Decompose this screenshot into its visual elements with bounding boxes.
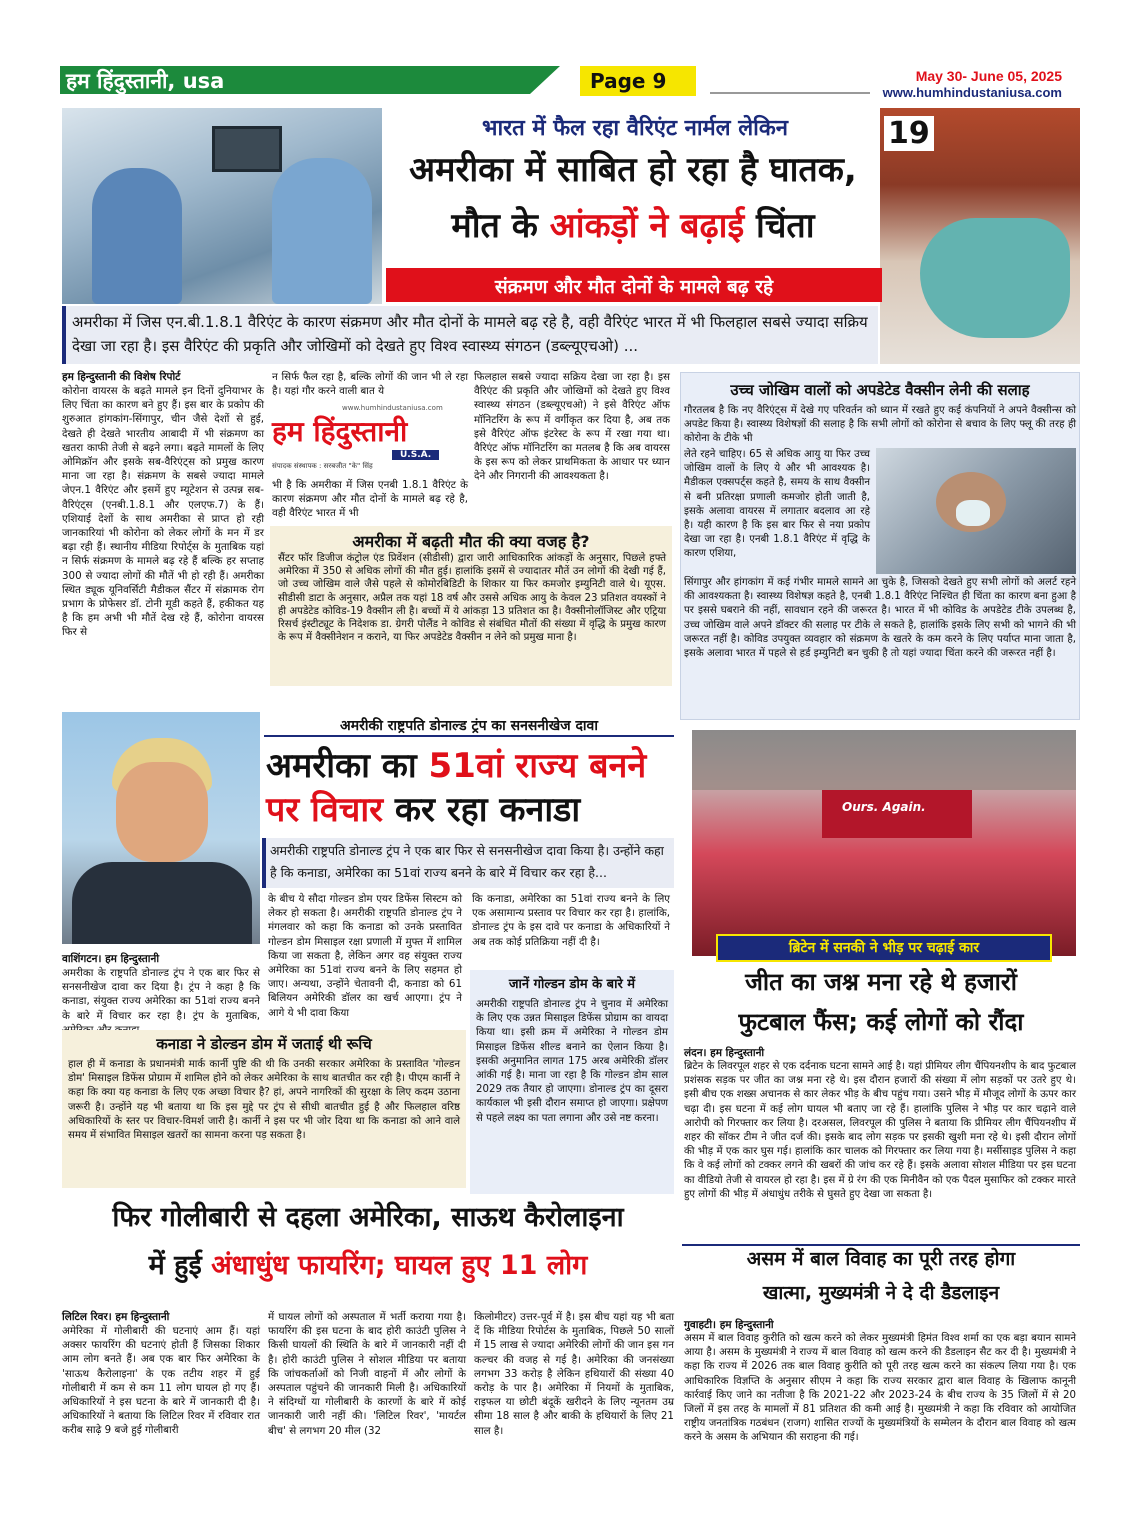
mask-woman-photo <box>880 108 1080 364</box>
trump-headline-b: 51वां राज्य बनने <box>428 746 647 786</box>
covid-column-1: कोरोना वायरस के बढ़ते मामले इन दिनों दुनियाभर के लिए चिंता का कारण बने हुए हैं। इस बार के प्रकोप की शुरुआत हांगकांग-सिंगापुर, चीन जैसे देशों से हुई, देखते ही देखते भारतीय आबादी में भी संक्रमण का खतरा काफी तेजी से बढ़ने लगा। बढ़ते मामलों के लिए ओमिक्रॉन और इसके सब-वैरिएंट्स को प्रमुख कारण माना जा रहा है। संक्रमण के सबसे ज्यादा मामले जेएन.1 वैरिएंट और इसमें हुए म्यूटेशन से उत्पन्न सब-वैरिएंट्स (एनबी.1.8.1 और एलएफ.7) के हैं। एशियाई देशों के साथ अमरीका से प्राप्त हो रही जानकारियां भी कोरोना को लेकर लोगों के मन में डर बढ़ा रही हैं। स्थानीय मीडिया रिपोर्ट्स के मुताबिक यहां न सिर्फ संक्रमण के मामले बढ़ रहे हैं बल्कि हर सप्ताह 300 से ज्यादा लोगों की मौतें भी हो रही हैं। अमरीका स्थित ड्यूक यूनिवर्सिटी मैडीकल सैंटर में संक्रामक रोग प्रभाग के प्रोफेसर डॉ. टोनी मूडी कहते हैं, हकीकत यह है कि हम अभी भी मौतें देख रहे हैं, कोरोना वायरस फिर से <box>62 385 264 639</box>
covid-column-2-bottom: भी है कि अमरीका में जिस एनबी 1.8.1 वैरिएंट के कारण संक्रमण और मौत दोनों के मामले बढ़ रहे है, वही वैरिएंट भारत में भी <box>272 479 468 520</box>
shooting-headline-line1: फिर गोलीबारी से दहला अमेरिका, साऊथ कैरोलाइना <box>112 1202 624 1233</box>
covid-intro: अमरीका में जिस एन.बी.1.8.1 वैरिएंट के कारण संक्रमण और मौत दोनों के मामले बढ़ रहे है, वही वैरिएंट भारत में भी फिलहाल सबसे ज्यादा सक्रिय देखा जा रहा है। इस वैरिएंट की प्रकृति और जोखिमों को देखते हुए विश्व स्वास्थ्य संगठन (डब्ल्यूएचओ) ... <box>72 313 868 355</box>
building-shape <box>692 730 1076 790</box>
trump-face-shape <box>116 762 208 862</box>
trump-headline-a: अमरीका का <box>266 746 429 786</box>
inline-logo <box>272 404 468 476</box>
icu-monitor-shape <box>212 126 282 172</box>
trump-column-3: कि कनाडा, अमेरिका का 51वां राज्य बनने के लिए एक असामान्य प्रस्ताव पर विचार कर रहा है। हालांकि, डोनाल्ड ट्रंप के इस दावे पर कनाडा के अधिकारियों ने अब तक कोई प्रतिक्रिया नहीं दी है। <box>472 893 670 948</box>
covid-number-label: 19 <box>884 116 934 151</box>
shooting-headline-a: में हुई <box>148 1250 212 1281</box>
trump-byline: वाशिंगटन। हम हिन्दुस्तानी <box>62 953 160 965</box>
shooting-column-2: में घायल लोगों को अस्पताल में भर्ती कराया गया है। फायरिंग की इस घटना के बाद होरी काउंटी पुलिस ने किसी घायलों की स्थिति के बारे में जानकारी नहीं दी है। होरी काउंटी पुलिस ने सोशल मीडिया पर बताया कि जांचकर्ताओं को निजी वाहनों में और लोगों के अस्पताल पहुंचने की जानकारी मिली है। अधिकारियों ने संदिग्धों या गोलीबारी के कारणों के बारे में कोई जानकारी जारी नहीं की। 'लिटिल रिवर', 'मायर्टल बीच' से लगभग 20 मील (32 <box>268 1311 466 1437</box>
covid-headline-part-b: आंकड़ों ने बढ़ाई <box>549 206 745 246</box>
why-text: सैंटर फॉर डिजीज कंट्रोल एंड प्रिवेंशन (सीडीसी) द्वारा जारी आधिकारिक आंकड़ों के अनुसार, पिछले हफ्ते अमेरिका में 350 से अधिक लोगों की मौत हुई। हालांकि इसमें से ज्यादातर मौतें उन लोगों की देखी गई हैं, जो उच्च जोखिम वाले जैसे पहले से कोमोरबिडिटी के शिकार या फिर कमजोर इम्युनिटी वाले थे। यूएस. सीडीसी डाटा के अनुसार, अप्रैल तक यहां 18 वर्ष और उससे अधिक आयु के केवल 23 प्रतिशत वयस्कों ने ही अपडेटेड कोविड-19 वैक्सीन ली है। बच्चों में ये आंकड़ा 13 प्रतिशत का है। वैक्सीनोलॉजिस्ट और एट्रिया रिसर्च इंस्टीट्यूट के निदेशक डा. ग्रेगरी पोलैंड ने कोविड से संबंधित मौतों की संख्या में वृद्धि के प्रमुख कारण के रूप में वैक्सीनेशन न कराने, या फिर अपडेटेड वैक्सीन न लेने को प्रमुख माना है। <box>278 553 666 644</box>
liverpool-crowd-photo <box>692 730 1076 956</box>
britain-tag: ब्रिटेन में सनकी ने भीड़ पर चढ़ाई कार <box>788 940 980 956</box>
oxygen-mask-shape <box>956 500 990 526</box>
bus-shape <box>822 790 972 838</box>
trump-intro: अमरीकी राष्ट्रपति डोनाल्ड ट्रंप ने एक बार फिर से सनसनीखेज दावा किया है। उन्होंने कहा है कि कनाडा, अमेरिका का 51वां राज्य बनने के बारे में विचार कर रहा है... <box>270 843 664 880</box>
britain-text: ब्रिटेन के लिवरपूल शहर से एक दर्दनाक घटना सामने आई है। यहां प्रीमियर लीग चैंपियनशीप के बाद फुटबाल प्रशंसक सड़क पर जीत का जश्न मना रहे थे। इस दौरान हजारों की संख्या में लोग सड़कों पर उतरे हुए थे। इसी बीच एक शख्स अचानक से कार लेकर भीड़ के बीच पहुंच गया। उसने भीड़ में मौजूद लोगों के ऊपर कार चढ़ा दी। इस घटना में कई लोग घायल भी बताए जा रहे हैं। हालांकि पुलिस ने भीड़ पर कार चढ़ाने वाले आरोपी को गिरफ्तार कर लिया है। दरअसल, लिवरपूल की पुलिस ने बताया कि प्रीमियर लीग चैंपियनशीप में शहर की सॉकर टीम ने जीत दर्ज की। इसके बाद लोग सड़क पर इसकी खुशी मना रहे थे। इसी दौरान लोगों की भीड़ में एक कार घुस गई। हालांकि कार चालक को गिरफ्तार कर लिया गया है। मर्सीसाइड पुलिस ने कहा कि वे कई लोगों को टक्कर लगने की खबरों की जांच कर रहे हैं। इसके अलावा सोशल मीडिया पर इस घटना का वीडियो तेजी से वायरल हो रहा है। इस में ग्रे रंग की एक मिनीवैन को एक पैदल मुसाफिर को टक्कर मारते हुए लोगों की भीड़ में अंधाधुंध तरीके से घुसते हुए देखा जा सकता है। <box>684 1061 1076 1200</box>
shooting-column-1: अमेरिका में गोलीबारी की घटनाएं आम हैं। यहां अक्सर फायरिंग की घटनाएं होती हैं जिसका शिकार आम लोग बनते हैं। अब एक बार फिर अमेरिका के 'साऊथ कैरोलाइना' के एक तटीय शहर में हुई गोलीबारी में कम से कम 11 लोग घायल हो गए हैं। अधिकारियों ने इस घटना के बारे में जानकारी दी है। अधिकारियों ने बताया कि लिटिल रिवर में रविवार रात करीब साढ़े 9 बजे हुई गोलीबारी <box>62 1325 260 1437</box>
masthead <box>60 66 1080 106</box>
britain-headline-line2: फुटबाल फैंस; कई लोगों को रौंदा <box>738 1008 1024 1036</box>
trump-photo <box>62 712 260 944</box>
assam-headline-line1: असम में बाल विवाह का पूरी तरह होगा <box>746 1248 1016 1270</box>
shooting-headline-b: अंधाधुंध फायरिंग <box>211 1250 375 1281</box>
dome-text: अमरीकी राष्ट्रपति डोनाल्ड ट्रंप ने चुनाव में अमेरिका के लिए एक उन्नत मिसाइल डिफेंस प्रोग्राम का वायदा किया था। इसी क्रम में अमेरिका ने गोल्डन डोम मिसाइल डिफेंस शील्ड बनाने का ऐलान किया है। इसकी अनुमानित लागत 175 अरब अमेरिकी डॉलर आंकी गई है। माना जा रहा है कि गोल्डन डोम साल 2029 तक तैयार हो जाएगा। डोनाल्ड ट्रंप का दूसरा कार्यकाल भी इसी दौरान समाप्त हो जाएगा। प्रक्षेपण से पहले लक्ष्य का पता लगाना और उसे नष्ट करना। <box>476 999 668 1124</box>
covid-icu-photo <box>62 108 382 304</box>
covid-column-2-top: न सिर्फ फैल रहा है, बल्कि लोगों की जान भी ले रहा है। यहां गौर करने वाली बात ये <box>272 371 468 398</box>
covid-headline-part-a: मौत के <box>451 206 550 246</box>
vaccine-text-top: गौरतलब है कि नए वैरिएंट्स में देखे गए परिवर्तन को ध्यान में रखते हुए कई कंपनियों ने अपने वैक्सीन्स को अपडेट किया है। स्वास्थ्य विशेषज्ञों की सलाह है कि सभी लोगों को कोरोना से बचाव के लिए फ्लू की तरह ही कोरोना के टीके भी <box>684 405 1076 445</box>
inline-logo-url[interactable]: www.humhindustaniusa.com <box>342 404 443 412</box>
covid-kicker: भारत में फैल रहा वैरिएंट नार्मल लेकिन <box>482 116 788 141</box>
inline-logo-editor: संपादक संस्थापक : सरबजीत "के" सिंह <box>272 462 373 470</box>
inline-logo-sub: U.S.A. <box>392 450 439 460</box>
covid-headline-line2 <box>388 206 878 246</box>
issue-date: May 30- June 05, 2025 <box>915 68 1062 84</box>
trump-headline-line2 <box>266 790 676 830</box>
trump-column-1: अमरीका के राष्ट्रपति डोनाल्ड ट्रंप ने एक बार फिर से सनसनीखेज दावा कर दिया है। ट्रंप ने कहा है कि कनाडा, संयुक्त राज्य अमेरिका का 51वां राज्य बनने के बारे में विचार कर रहा है। ट्रंप के मुताबिक, <box>62 967 260 1022</box>
shooting-column-3: किलोमीटर) उत्तर-पूर्व में है। इस बीच यहां यह भी बता दें कि मीडिया रिपोर्टस के मुताबिक, पिछले 50 सालों में 15 लाख से ज्यादा अमेरिकी लोगों की जान इस गन कल्चर की वजह से गई है। अमेरिका की जनसंख्या लगभग 33 करोड़ है लेकिन हथियारों की संख्या 40 करोड़ के पार है। अमेरिका में नियमों के मुताबिक, राइफल या छोटी बंदूकें खरीदने के लिए न्यूनतम उम्र सीमा 18 साल है और बाकी के हथियारों के लिए 21 साल है। <box>474 1311 674 1437</box>
trump-headline-c: पर विचार <box>266 790 384 830</box>
mask-shape <box>920 218 1070 338</box>
assam-text: असम में बाल विवाह कुरीति को खत्म करने को लेकर मुख्यमंत्री हिमंत विश्व शर्मा का एक बड़ा बयान सामने आया है। असम के मुख्यमंत्री ने राज्य में बाल विवाह को खत्म करने की डैडलाइन सैट कर दी है। मुख्यमंत्री ने कहा कि राज्य में 2026 तक बाल विवाह कुरीति को पूरी तरह खत्म करने का संकल्प लिया गया है। एक आधिकारिक विज्ञप्ति के अनुसार सीएम ने कहा कि राज्य सरकार द्वारा बाल विवाह के खिलाफ कानूनी कार्रवाई किए जाने का नतीजा है कि 2021-22 और 2023-24 के बीच राज्य के 35 जिलों में से 20 जिलों में इस तरह के मामलों में 81 प्रतिशत की कमी आई है। मुख्यमंत्री ने कहा कि रविवार को आयोजित राष्ट्रीय जनतांत्रिक गठबंधन (राजग) शासित राज्यों के मुख्यमंत्रियों के सम्मेलन के दौरान बाल विवाह को खत्म करने के असम के अभियान की सराहना की गई। <box>684 1333 1076 1444</box>
website-url[interactable]: www.humhindustaniusa.com <box>882 85 1062 100</box>
inline-logo-main: हम हिंदुस्तानी <box>272 415 408 448</box>
shooting-headline-line2 <box>62 1250 674 1282</box>
shooting-headline-c: ; घायल हुए 11 लोग <box>374 1250 588 1281</box>
canada-title: कनाडा ने डोल्डन डोम में जताई थी रूचि <box>156 1035 372 1053</box>
bus-banner-text: Ours. Again. <box>842 800 926 814</box>
covid-headline-line1: अमरीका में साबित हो रहा है घातक, <box>409 150 857 190</box>
canada-text: हाल ही में कनाडा के प्रधानमंत्री मार्क कार्नी पुष्टि की थी कि उनकी सरकार अमेरिका के प्रस्तावित 'गोल्डन डोम' मिसाइल डिफेंस प्रोग्राम में शामिल होने को लेकर अमेरिका के साथ बातचीत कर रही है। पीएम कार्नी ने कहा कि क्या यह कनाडा के लिए एक अच्छा विचार है? हां, अपने नागरिकों की सुरक्षा के लिए कदम उठाना जरूरी है। उन्होंने यह भी बताया था कि इस मुद्दे पर ट्रंप से सीधी बातचीत हुई है और फिलहाल वरिष्ठ अधिकारियों के स्तर पर विचार-विमर्श जारी है। कार्नी ने इस पर भी जोर दिया था कि कनाडा को आने वाले समय में संभावित मिसाइल खतरों का सामना करना पड़ सकता है। <box>68 1059 460 1142</box>
masthead-logo: हम हिंदुस्तानी, usa <box>66 69 225 93</box>
trump-headline-d: कर रहा कनाडा <box>383 790 581 830</box>
covid-headline-part-c: चिंता <box>744 206 815 246</box>
shooting-byline: लिटिल रिवर। हम हिन्दुस्तानी <box>62 1311 170 1323</box>
britain-byline: लंदन। हम हिन्दुस्तानी <box>684 1047 765 1059</box>
covid-column-3: फिलहाल सबसे ज्यादा सक्रिय देखा जा रहा है। इस वैरिएंट की प्रकृति और जोखिमों को देखते हुए विश्व स्वास्थ्य संगठन (डब्ल्यूएचओ) ने इसे वैरिएंट ऑफ मॉनिटरिंग के रूप में वर्गीकृत कर दिया है, अब तक इसे वैरिएंट ऑफ इंटरेस्ट के रूप में रखा गया था। वैरिएंट ऑफ मॉनिटरिंग का मतलब है कि अब वायरस के इस रूप को लेकर प्राथमिकता के आधार पर ध्यान देने और निगरानी की आवश्यकता है। <box>474 371 670 483</box>
dome-title: जानें गोल्डन डोम के बारे में <box>508 977 636 992</box>
assam-byline: गुवाहटी। हम हिन्दुस्तानी <box>684 1319 774 1331</box>
masthead-right-line <box>710 92 870 94</box>
doctor-figure-2 <box>272 158 372 304</box>
trump-column-2: के बीच ये सौदा गोल्डन डोम एयर डिफेंस सिस्टम को लेकर हो सकता है। अमरीकी राष्ट्रपति डोनाल्ड ट्रंप ने मंगलवार को कहा कि कनाडा को उनके प्रस्तावित गोल्डन डोम मिसाइल रक्षा प्रणाली में मुफ्त में शामिल किया जा सकता है, लेकिन अगर वह संयुक्त राज्य अमेरिका का 51वां राज्य बनने के लिए सहमत हो जाए। अन्यथा, उन्होंने चेतावनी दी, कनाडा को 61 बिलियन अमेरिकी डॉलर का खर्च आएगा। ट्रंप ने आगे ये भी दावा किया <box>268 893 462 1019</box>
vaccine-patient-photo <box>876 448 1076 574</box>
trump-kicker: अमरीकी राष्ट्रपति डोनाल्ड ट्रंप का सनसनीखेज दावा <box>264 716 674 737</box>
trump-suit-shape <box>72 862 252 944</box>
covid-byline: हम हिन्दुस्तानी की विशेष रिपोर्ट <box>62 371 181 383</box>
assam-headline-line2: खात्मा, मुख्यमंत्री ने दे दी डैडलाइन <box>762 1282 1000 1304</box>
vaccine-title: उच्च जोखिम वालों को अपडेटेड वैक्सीन लेनी की सलाह <box>730 381 1030 399</box>
doctor-figure-1 <box>92 168 182 304</box>
vaccine-text-left: लेते रहने चाहिए। 65 से अधिक आयु या फिर उच्च जोखिम वालों के लिए ये और भी आवश्यक है। मैडीकल एक्सपर्ट्स कहते है, समय के साथ वैक्सीन से बनी प्रतिरक्षा प्रणाली कमजोर होती जाती है, इसके अलावा वायरस में लगातार बदलाव आ रहे है। यही कारण है कि इस बार फिर से नया प्रकोप देखा जा रहा है। एनबी 1.8.1 वैरिएंट में वृद्धि के कारण एशिया, <box>684 449 870 560</box>
covid-subhead: संक्रमण और मौत दोनों के मामले बढ़ रहे <box>494 276 774 298</box>
trump-headline-line1 <box>266 746 676 786</box>
assam-divider <box>682 1244 1080 1246</box>
why-title: अमरीका में बढ़ती मौत की क्या वजह है? <box>352 532 590 551</box>
page-number: Page 9 <box>590 69 667 93</box>
britain-headline-line1: जीत का जश्न मना रहे थे हजारों <box>745 968 1017 996</box>
vaccine-text-bottom: सिंगापुर और हांगकांग में कई गंभीर मामले सामने आ चुके है, जिसको देखते हुए सभी लोगों को अलर्ट रहने की आवश्यकता है। स्वास्थ्य विशेषज्ञ कहते है, एनबी 1.8.1 वैरिएंट निश्चित ही चिंता का कारण बना हुआ है पर इससे घबराने की नहीं, सावधान रहने की जरूरत है। भारत में भी कोविड के अपडेटेड टीके उपलब्ध है, उच्च जोखिम वाले अपने डॉक्टर की सलाह पर टीके ले सकते है, हालांकि इसके लिए सभी को भागने की भी जरूरत नहीं है। कोविड उपयुक्त व्यवहार को संक्रमण के खतरे के कम करने के लिए पर्याप्त माना जाता है, इसके अलावा भारत में पहले से हर्ड इम्युनिटी बन चुकी है तो यहां ज्यादा चिंता करने की जरूरत नहीं है। <box>684 577 1076 660</box>
